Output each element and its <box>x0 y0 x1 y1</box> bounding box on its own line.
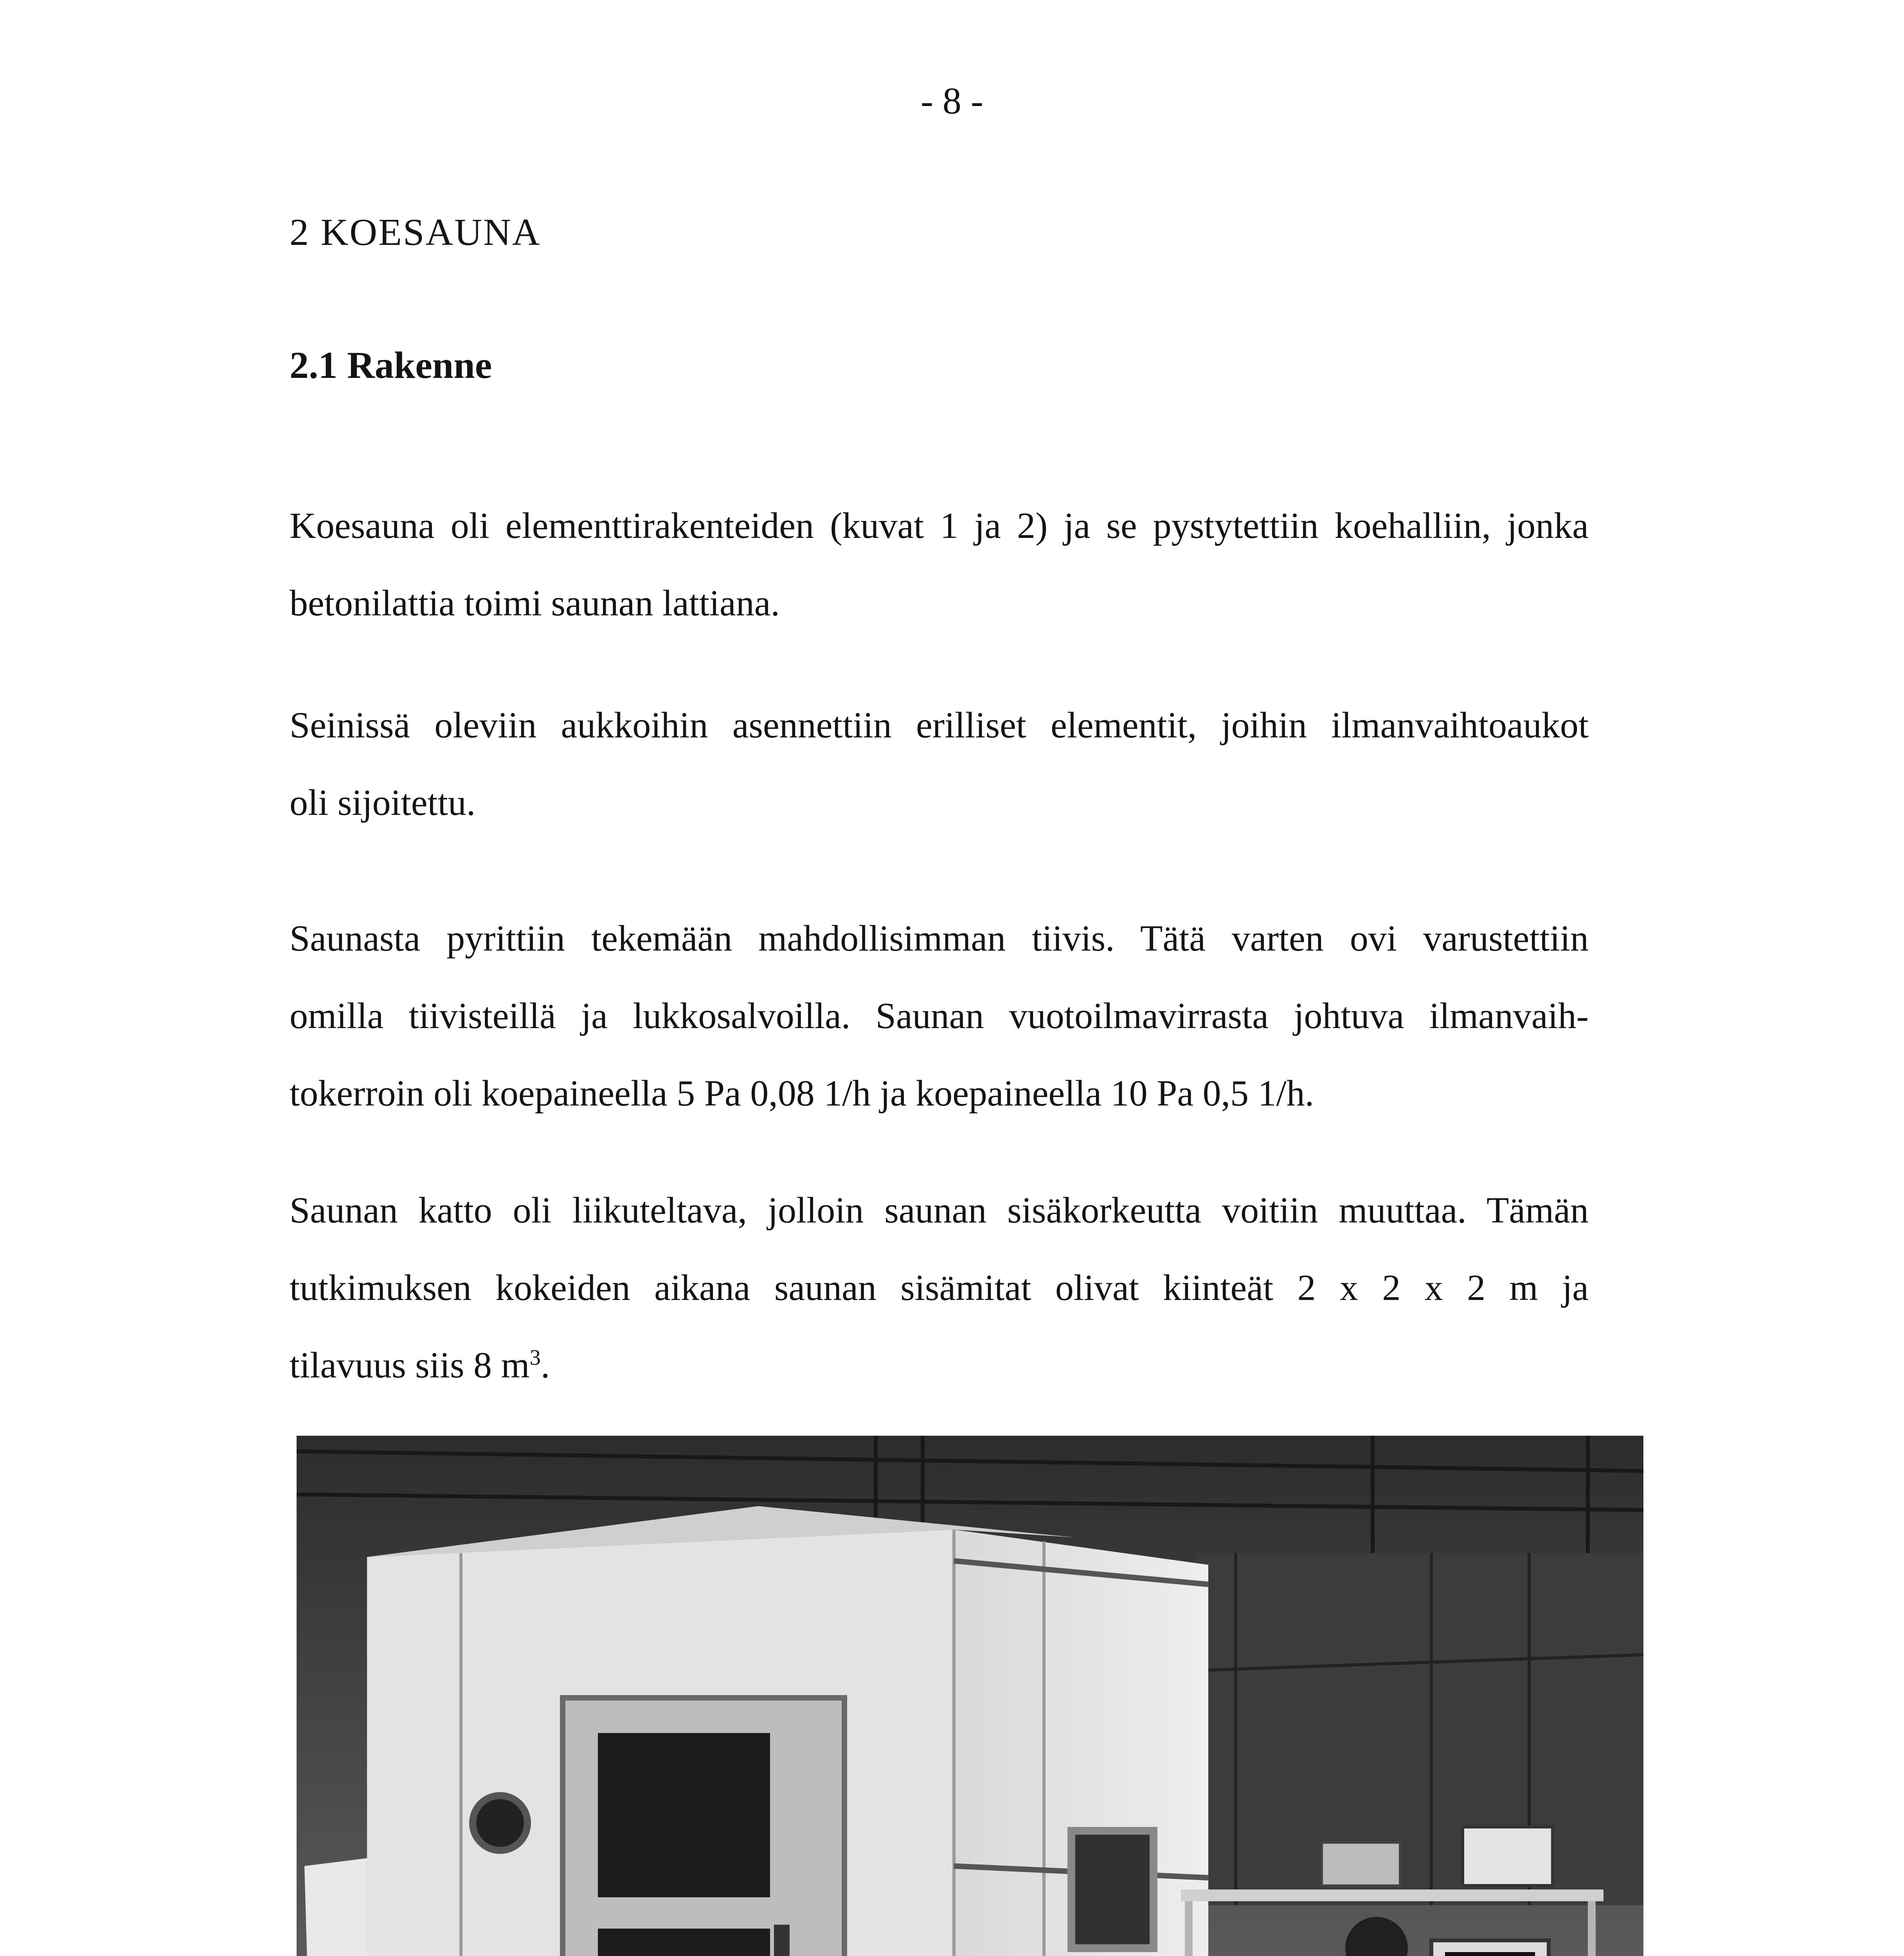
cubic-superscript: 3 <box>529 1345 541 1370</box>
chapter-heading: 2 KOESAUNA <box>290 211 541 253</box>
volume-text: tilavuus siis 8 m <box>290 1345 530 1386</box>
paragraph-2 <box>290 687 1589 841</box>
text-line: tutkimuksen kokeiden aikana saunan sisämitat olivat kiinteät 2 x 2 x 2 m ja <box>290 1267 1589 1308</box>
text-line: Saunasta pyrittiin tekemään mahdollisimman tiivis. Tätä varten ovi varustettiin <box>290 918 1589 959</box>
text-line: betonilattia toimi saunan lattiana. <box>290 583 780 624</box>
text-line: tokerroin oli koepaineella 5 Pa 0,08 1/h ja koepaineella 10 Pa 0,5 1/h. <box>290 1073 1314 1114</box>
section-heading: 2.1 Rakenne <box>290 344 492 387</box>
sentence-end: . <box>540 1345 550 1386</box>
text-line <box>290 1327 1589 1404</box>
text-line: Seinissä oleviin aukkoihin asennettiin erilliset elementit, joihin ilmanvaihtoaukot <box>290 705 1589 746</box>
text-line: Saunan katto oli liikuteltava, jolloin saunan sisäkorkeutta voitiin muuttaa. Tämän <box>290 1190 1589 1231</box>
paragraph-4 <box>290 1172 1589 1404</box>
text-line: Koesauna oli elementtirakenteiden (kuvat 1 ja 2) ja se pystytettiin koehalliin, jonka <box>290 505 1589 546</box>
figure-photo <box>297 1436 1643 1956</box>
text-line: oli sijoitettu. <box>290 782 476 823</box>
paragraph-3 <box>290 900 1589 1132</box>
text-line: omilla tiivisteillä ja lukkosalvoilla. Saunan vuotoilmavirrasta johtuva ilmanvaih- <box>290 996 1589 1036</box>
page-number: - 8 - <box>921 80 983 122</box>
paragraph-1 <box>290 487 1589 642</box>
